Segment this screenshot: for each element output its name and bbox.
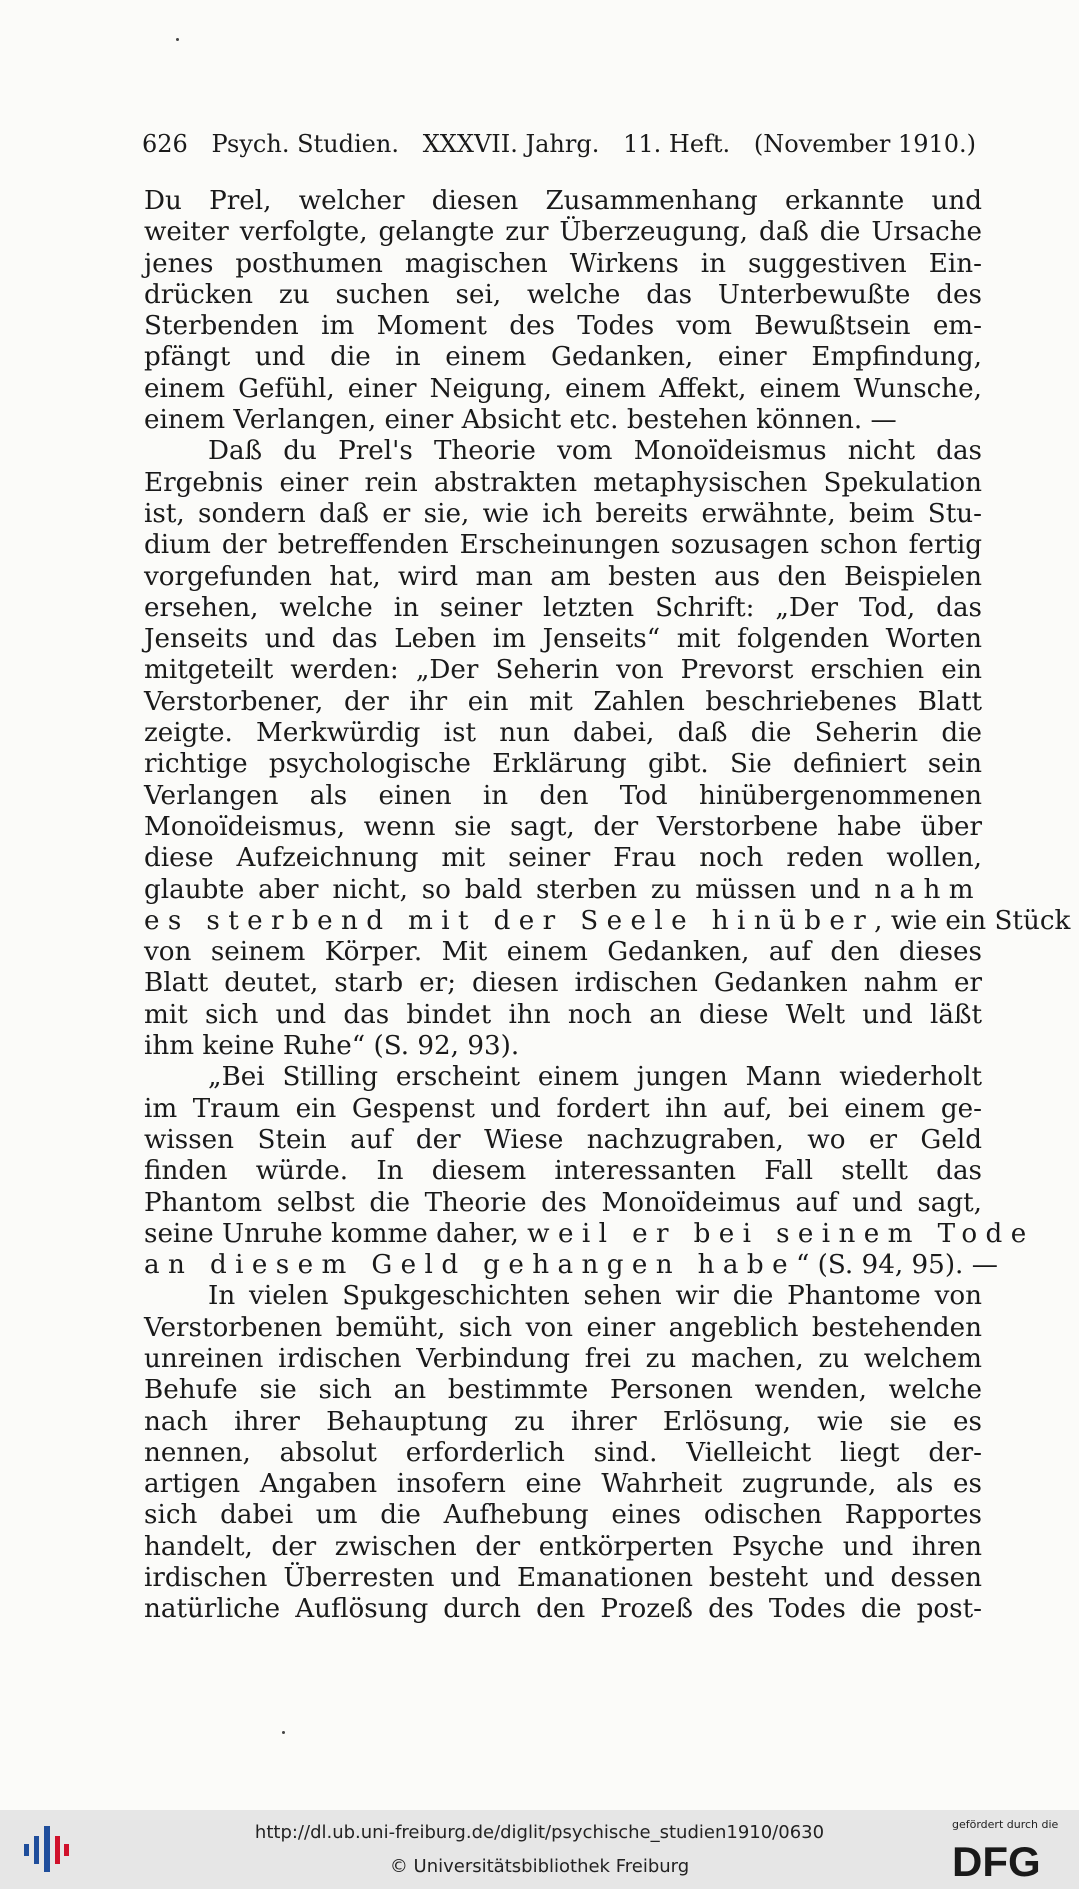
text-line: weiter verfolgte, gelangte zur Überzeugung, daß die Ursache [144, 217, 982, 248]
running-header [142, 130, 976, 158]
text-line [144, 905, 1071, 937]
text-line: vorgefunden hat, wird man am besten aus den Beispielen [144, 561, 982, 592]
text-line: pfängt und die in einem Gedanken, einer Empfindung, [144, 342, 982, 373]
text-line [144, 1250, 998, 1281]
text-line: mitgeteilt werden: „Der Seherin von Prevorst erschien ein [144, 655, 982, 686]
journal-title: Psych. Studien. [211, 130, 399, 158]
volume-label: XXXVII. Jahrg. [422, 130, 600, 158]
source-url-link[interactable]: http://dl.ub.uni-freiburg.de/diglit/psychische_studien1910/0630 [254, 1822, 825, 1843]
text-line: ist, sondern daß er sie, wie ich bereits erwähnte, beim Stu- [144, 498, 982, 529]
text-segment: “ (S. 94, 95). — [795, 1250, 998, 1281]
text-line: Monoïdeismus, wenn sie sagt, der Verstorbene habe über [144, 811, 982, 842]
text-line: „Bei Stilling erscheint einem jungen Mann wiederholt [208, 1062, 982, 1093]
text-line: finden würde. In diesem interessanten Fall stellt das [144, 1156, 982, 1187]
text-line: einem Gefühl, einer Neigung, einem Affekt, einem Wunsche, [144, 373, 982, 404]
text-line: Jenseits und das Leben im Jenseits“ mit folgenden Worten [144, 624, 982, 655]
text-line: sich dabei um die Aufhebung eines odischen Rapportes [144, 1500, 982, 1531]
text-segment: , wie ein Stück [874, 905, 1071, 936]
text-line: Verstorbenen bemüht, sich von einer angeblich bestehenden [144, 1312, 982, 1343]
text-segment: glaubte aber nicht, so bald sterben zu müssen und [144, 874, 875, 905]
text-line: Verlangen als einen in den Tod hinübergenommenen [144, 780, 982, 811]
scan-speck [282, 1731, 285, 1734]
scan-speck [176, 38, 179, 41]
spaced-emphasis-text: an diesem Geld gehangen habe [144, 1250, 796, 1281]
page-number: 626 [142, 130, 188, 158]
text-line: Phantom selbst die Theorie des Monoïdeimus auf und sagt, [144, 1187, 982, 1218]
text-line: Ergebnis einer rein abstrakten metaphysischen Spekulation [144, 467, 982, 498]
text-line: jenes posthumen magischen Wirkens in suggestiven Ein- [144, 248, 982, 279]
text-line: Verstorbener, der ihr ein mit Zahlen beschriebenes Blatt [144, 686, 982, 717]
spaced-emphasis-text: weil er bei seinem Tode [527, 1218, 1035, 1249]
text-line: unreinen irdischen Verbindung frei zu machen, zu welchem [144, 1343, 982, 1374]
text-line: mit sich und das bindet ihn noch an diese Welt und läßt [144, 999, 982, 1030]
text-line: ihm keine Ruhe“ (S. 92, 93). [144, 1031, 520, 1062]
text-line: irdischen Überresten und Emanationen besteht und dessen [144, 1563, 982, 1594]
dfg-logo-text: DFG [952, 1838, 1041, 1882]
text-line: natürliche Auflösung durch den Prozeß des Todes die post- [144, 1594, 982, 1625]
text-line: richtige psychologische Erklärung gibt. Sie definiert sein [144, 749, 982, 780]
text-line: In vielen Spukgeschichten sehen wir die Phantome von [208, 1281, 982, 1312]
text-line: von seinem Körper. Mit einem Gedanken, auf den dieses [144, 937, 982, 968]
text-line: Du Prel, welcher diesen Zusammenhang erkannte und [144, 186, 982, 216]
text-line: diese Aufzeichnung mit seiner Frau noch reden wollen, [144, 843, 982, 874]
text-line [144, 1218, 1035, 1250]
text-line: im Traum ein Gespenst und fordert ihn auf, bei einem ge- [144, 1093, 982, 1124]
copyright-notice: © Universitätsbibliothek Freiburg [389, 1856, 690, 1877]
text-line: artigen Angaben insofern eine Wahrheit zugrunde, als es [144, 1469, 982, 1500]
text-line: einem Verlangen, einer Absicht etc. bestehen können. — [144, 405, 897, 436]
text-line: nach ihrer Behauptung zu ihrer Erlösung, wie sie es [144, 1406, 982, 1437]
text-segment: seine Unruhe komme daher, [144, 1218, 528, 1249]
dfg-logo [948, 1816, 1066, 1882]
body-text [144, 186, 1071, 1626]
funding-note: gefördert durch die [952, 1818, 1059, 1831]
issue-date: (November 1910.) [753, 130, 976, 158]
text-line: Sterbenden im Moment des Todes vom Bewußtsein em- [144, 311, 982, 342]
text-line: drücken zu suchen sei, welche das Unterbewußte des [144, 279, 982, 310]
text-line: handelt, der zwischen der entkörperten Psyche und ihren [144, 1531, 982, 1562]
text-line: Blatt deutet, starb er; diesen irdischen Gedanken nahm er [144, 968, 982, 999]
text-line: Behufe sie sich an bestimmte Personen wenden, welche [144, 1375, 982, 1406]
issue-label: 11. Heft. [623, 130, 731, 158]
spaced-emphasis-text: nahm [874, 874, 982, 905]
text-line: dium der betreffenden Erscheinungen sozusagen schon fertig [144, 530, 982, 561]
text-line: wissen Stein auf der Wiese nachzugraben, wo er Geld [144, 1124, 982, 1155]
text-line: zeigte. Merkwürdig ist nun dabei, daß die Seherin die [144, 718, 982, 749]
text-line [144, 875, 982, 906]
text-line: ersehen, welche in seiner letzten Schrift: „Der Tod, das [144, 592, 982, 623]
spaced-emphasis-text: es sterbend mit der Seele hinüber [144, 905, 875, 936]
text-line: Daß du Prel's Theorie vom Monoïdeismus nicht das [208, 436, 982, 467]
text-line: nennen, absolut erforderlich sind. Vielleicht liegt der- [144, 1437, 982, 1468]
